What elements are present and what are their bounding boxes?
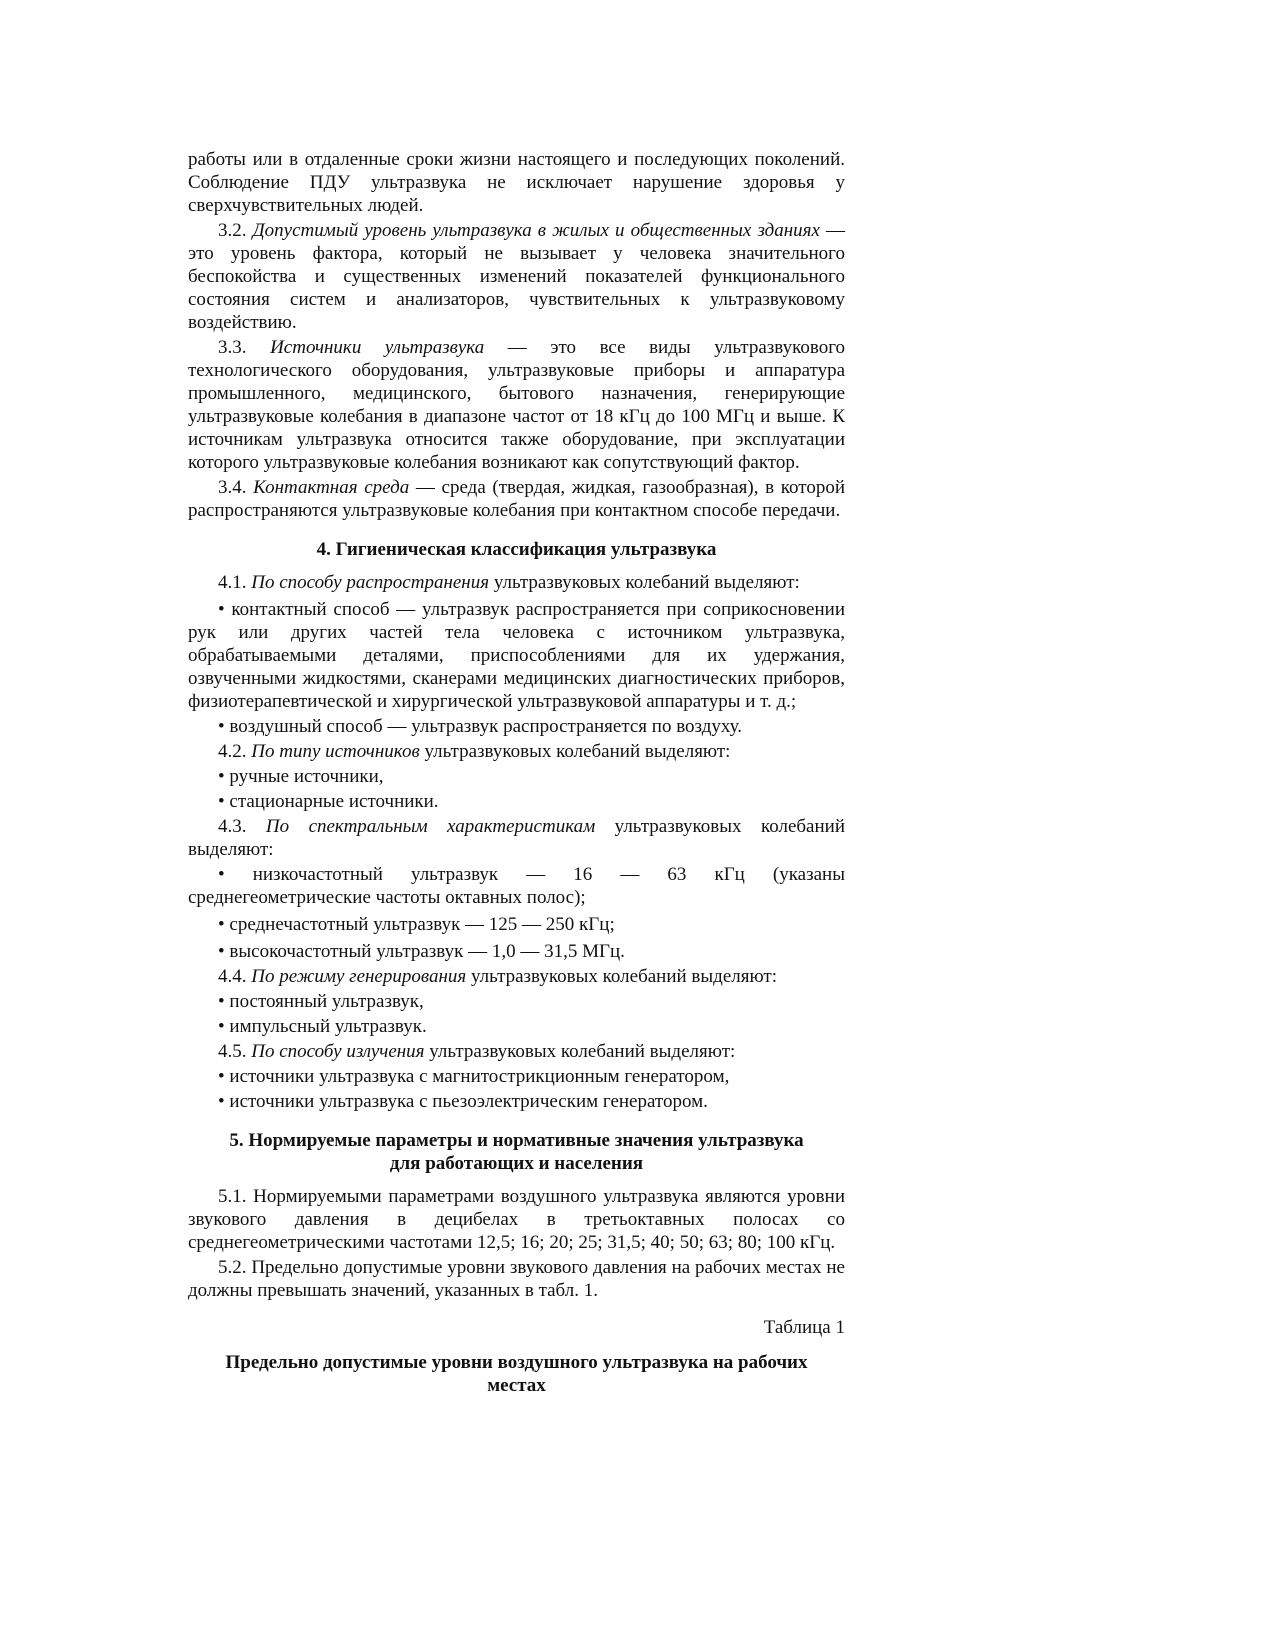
paragraph-3-4: 3.4. Контактная среда — среда (твердая, жидкая, газообразная), в которой распространяются ультразвуковые колебания при контактном способе передачи. — [188, 477, 845, 521]
bullet-item: • воздушный способ — ультразвук распространяется по воздуху. — [218, 716, 743, 737]
paragraph-4-1: 4.1. По способу распространения ультразвуковых колебаний выделяют: — [218, 572, 800, 593]
term: По режиму генерирования — [251, 966, 467, 987]
paragraph-continuation: работы или в отдаленные сроки жизни настоящего и последующих поколений. Соблюдение ПДУ ультразвука не исключает нарушение здоровья у сверхчувствительных людей. — [188, 149, 845, 216]
bullet-item: • контактный способ — ультразвук распространяется при соприкосновении рук или других частей тела человека с источником ультразвука, обрабатываемыми деталями, приспособлениями для их удержания, озвученными жидкостями, сканерами медицинских диагностических приборов, физиотерапевтической и хирургической ультразвуковой аппаратуры и т. д.; — [188, 599, 845, 712]
bullet-item: • среднечастотный ультразвук — 125 — 250 кГц; — [218, 914, 615, 935]
term: По способу распространения — [251, 572, 490, 593]
bullet-item: • высокочастотный ультразвук — 1,0 — 31,5 МГц. — [218, 941, 625, 962]
term: По спектральным характеристикам — [265, 816, 596, 837]
section-4-heading: 4. Гигиеническая классификация ультразвука — [316, 539, 717, 560]
paragraph-4-2: 4.2. По типу источников ультразвуковых колебаний выделяют: — [218, 741, 731, 762]
paragraph-5-2: 5.2. Предельно допустимые уровни звукового давления на рабочих местах не должны превышать значений, указанных в табл. 1. — [188, 1257, 845, 1301]
bullet-item: • низкочастотный ультразвук — 16 — 63 кГц (указаны среднегеометрические частоты октавных полос); — [188, 864, 845, 908]
bullet-item: • источники ультразвука с пьезоэлектрическим генератором. — [218, 1091, 708, 1112]
bullet-item: • ручные источники, — [218, 766, 384, 787]
term: Источники ультразвука — [270, 337, 485, 358]
bullet-item: • стационарные источники. — [218, 791, 439, 812]
bullet-item: • источники ультразвука с магнитострикционным генератором, — [218, 1066, 730, 1087]
term: Допустимый уровень ультразвука в жилых и общественных зданиях — [252, 220, 820, 241]
bullet-item: • постоянный ультразвук, — [218, 991, 424, 1012]
term: По способу излучения — [251, 1041, 425, 1062]
paragraph-3-3: 3.3. Источники ультразвука — это все виды ультразвукового технологического оборудования, ультразвуковые приборы и аппаратура промышленного, медицинского, бытового назначения, генерирующие ультразвуковые колебания в диапазоне частот от 18 кГц до 100 МГц и выше. К источникам ультразвука относится также оборудование, при эксплуатации которого ультразвуковые колебания возникают как сопутствующий фактор. — [188, 337, 846, 473]
table-title: Предельно допустимые уровни воздушного ультразвука на рабочих местах — [225, 1352, 808, 1396]
document-page — [188, 148, 845, 1397]
term: По типу источников — [251, 741, 420, 762]
term: Контактная среда — [253, 477, 410, 498]
section-5-heading-line-1: 5. Нормируемые параметры и нормативные значения ультразвука — [229, 1130, 804, 1151]
section-5-heading-line-2: для работающих и населения — [389, 1153, 644, 1174]
paragraph-5-1: 5.1. Нормируемыми параметрами воздушного ультразвука являются уровни звукового давления в децибелах в третьоктавных полосах со среднегеометрическими частотами 12,5; 16; 20; 25; 31,5; 40; 50; 63; 80; 100 кГц. — [188, 1186, 845, 1253]
paragraph-4-5: 4.5. По способу излучения ультразвуковых колебаний выделяют: — [218, 1041, 736, 1062]
table-caption: Таблица 1 — [763, 1317, 845, 1338]
bullet-item: • импульсный ультразвук. — [218, 1016, 427, 1037]
paragraph-3-2: 3.2. Допустимый уровень ультразвука в жилых и общественных зданиях — это уровень фактора, который не вызывает у человека значительного беспокойства и существенных изменений показателей функционального состояния систем и анализаторов, чувствительных к ультразвуковому воздействию. — [188, 220, 846, 333]
paragraph-4-4: 4.4. По режиму генерирования ультразвуковых колебаний выделяют: — [218, 966, 778, 987]
section-5-heading — [188, 1129, 845, 1175]
paragraph-4-3: 4.3. По спектральным характеристикам ультразвуковых колебаний выделяют: — [188, 816, 845, 860]
